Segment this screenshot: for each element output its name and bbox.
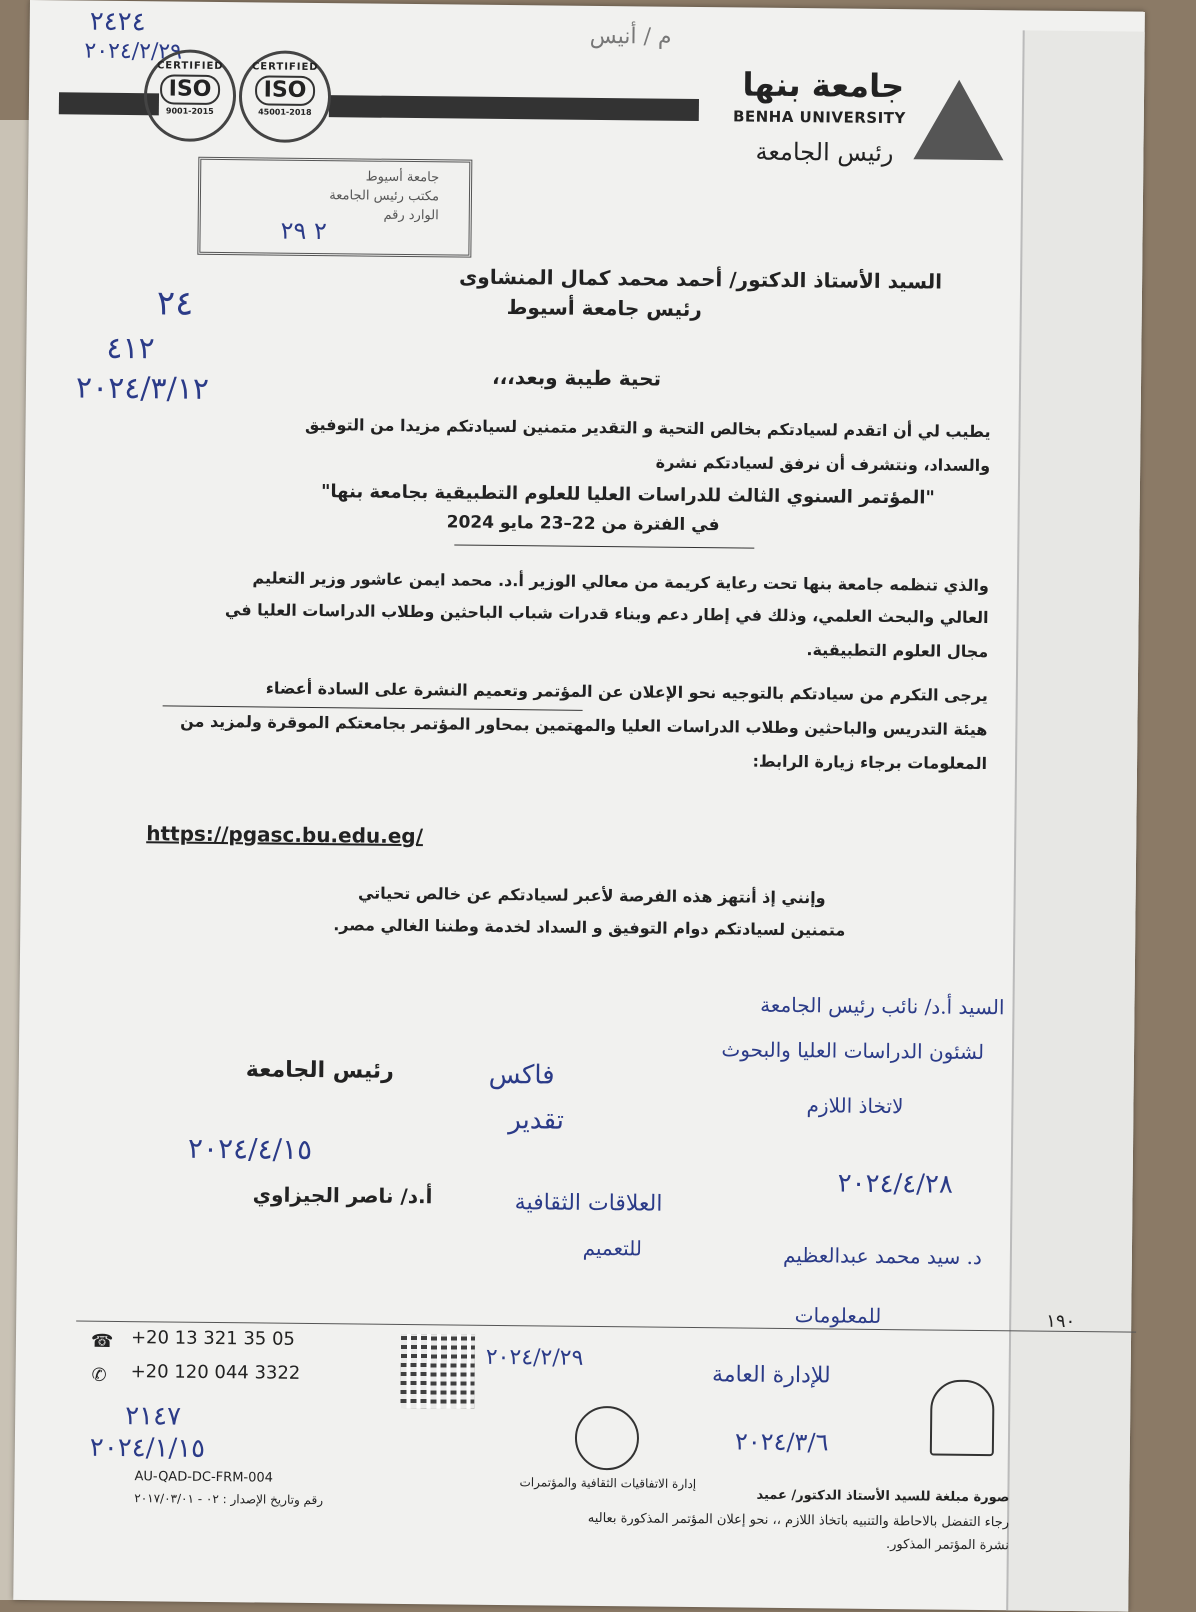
signature-title: رئيس الجامعة: [245, 1057, 394, 1084]
body-p3-line2: هيئة التدريس والباحثين وطلاب الدراسات العليا والمهتمين بمحاور المؤتمر بجامعتكم الموقرة ولمزيد من: [180, 711, 988, 740]
conference-title: "المؤتمر السنوي الثالث للدراسات العليا للعلوم التطبيقية بجامعة بنها": [320, 481, 935, 509]
body-p2-line1: والذي تنظمه جامعة بنها تحت رعاية كريمة من معالي الوزير أ.د. محمد ايمن عاشور وزير التعليم: [252, 568, 990, 596]
university-name-en: BENHA UNIVERSITY: [732, 107, 906, 128]
note-right-5: تقدير: [508, 1105, 565, 1136]
conference-period: في الفترة من 22–23 مايو 2024: [446, 512, 720, 536]
page-mark: ١٩٠: [1046, 1310, 1076, 1333]
note-right-3: لاتخاذ اللازم: [806, 1093, 904, 1119]
attached-sheet-edge: [1006, 30, 1145, 1611]
period-underline: [454, 544, 754, 548]
qr-code: [400, 1334, 475, 1409]
note-right-9: للتعميم: [582, 1235, 643, 1261]
closing-line2: متمنين لسيادتكم دوام التوفيق و السداد لخدمة وطننا الغالي مصر.: [333, 915, 846, 940]
incoming-stamp: جامعة أسيوط مكتب رئيس الجامعة الوارد رقم ٢ ٢٩: [197, 157, 472, 258]
closing-line1: وإنني إذ أنتهز هذه الفرصة لأعبر لسيادتكم عن خالص تحياتي: [357, 883, 826, 908]
copy-line-1: صورة مبلغة للسيد الأستاذ الدكتور/ عميد: [756, 1487, 1010, 1506]
body-p3-line3: المعلومات برجاء زيارة الرابط:: [752, 751, 988, 774]
bottom-left-1: ٢١٤٧: [125, 1401, 182, 1432]
whatsapp-number: +20 120 044 3322: [130, 1361, 301, 1384]
dept-label: إدارة الاتفاقيات الثقافية والمؤتمرات: [519, 1475, 697, 1492]
handwritten-top-note: م / أنيس: [589, 23, 672, 50]
handwritten-date: ٢٠٢٤/٢/٢٩: [84, 38, 183, 65]
whatsapp-icon: ✆: [91, 1364, 107, 1386]
recipient-title: رئيس جامعة أسيوط: [506, 295, 702, 322]
body-p1-line2: والسداد، ونتشرف أن نرفق لسيادتكم نشرة: [655, 452, 991, 476]
iso-45001-badge: CERTIFIED ISO 45001-2018: [239, 50, 332, 143]
issue-info: رقم وتاريخ الإصدار : ٠٢ - ٢٠١٧/٠٣/٠١: [134, 1491, 324, 1508]
body-p2-line2: العالي والبحث العلمي، وذلك في إطار دعم وبناء قدرات شباب الباحثين وطلاب الدراسات العليا في: [224, 600, 989, 628]
conference-link[interactable]: https://pgasc.bu.edu.eg/: [146, 821, 424, 849]
assiut-logo: [575, 1406, 640, 1471]
copy-line-3: نشرة المؤتمر المذكور.: [885, 1537, 1009, 1554]
copy-line-2: رجاء التفضل بالاحاطة والتنبيه باتخاذ اللازم ،، نحو إعلان المؤتمر المذكورة بعاليه: [587, 1510, 1010, 1531]
bottom-left-2: ٢٠٢٤/١/١٥: [89, 1432, 206, 1464]
office-title: رئيس الجامعة: [755, 137, 894, 168]
bottom-date-1: ٢٠٢٤/٢/٢٩: [485, 1344, 584, 1371]
handwritten-a1: ٢٤: [156, 283, 194, 324]
bottom-date-2: ٢٠٢٤/٣/٦: [734, 1427, 829, 1457]
note-right-1: السيد أ.د/ نائب رئيس الجامعة: [760, 992, 1005, 1020]
note-right-date: ٢٠٢٤/٤/٢٨: [837, 1168, 954, 1200]
signature-date: ٢٠٢٤/٤/١٥: [187, 1131, 313, 1167]
handwritten-a2: ٤١٢: [106, 330, 155, 367]
body-p2-line3: مجال العلوم التطبيقية.: [806, 640, 989, 662]
body-p1-line1: يطيب لي أن اتقدم لسيادتكم بخالص التحية و التقدير متمنين لسيادتكم مزيدا من التوفيق: [305, 414, 991, 442]
note-right-4: فاكس: [488, 1059, 555, 1091]
body-p3-line1: يرجى التكرم من سيادتكم بالتوجيه نحو الإعلان عن المؤتمر وتعميم النشرة على السادة أعضاء: [265, 678, 988, 706]
university-name-ar: جامعة بنها: [742, 65, 905, 106]
header-bar-right: [329, 95, 699, 121]
p3-underline: [163, 705, 583, 710]
university-logo: [913, 79, 1004, 160]
bottom-note: للإدارة العامة: [711, 1362, 831, 1389]
phone-number: +20 13 321 35 05: [130, 1327, 296, 1350]
note-right-2: لشئون الدراسات العليا والبحوث: [721, 1037, 985, 1065]
letter-page: [13, 0, 1145, 1612]
note-right-6: د. سيد محمد عبدالعظيم: [782, 1242, 983, 1270]
handwritten-ref: ٢٤٢٤: [89, 6, 146, 38]
note-right-7: للمعلومات: [794, 1303, 882, 1328]
form-code: AU-QAD-DC-FRM-004: [134, 1469, 274, 1486]
note-right-8: العلاقات الثقافية: [514, 1190, 663, 1217]
phone-icon: ☎: [90, 1330, 114, 1352]
stamp-number: ٢ ٢٩: [280, 216, 328, 246]
assiut-university-logo: [930, 1380, 995, 1457]
recipient-name: السيد الأستاذ الدكتور/ أحمد محمد كمال المنشاوى: [458, 264, 943, 294]
greeting: تحية طيبة وبعد،،،: [491, 364, 662, 391]
signature-name: أ.د/ ناصر الجيزاوي: [252, 1182, 433, 1209]
handwritten-a3: ٢٠٢٤/٣/١٢: [75, 370, 210, 407]
iso-9001-badge: CERTIFIED ISO 9001-2015: [144, 49, 237, 142]
